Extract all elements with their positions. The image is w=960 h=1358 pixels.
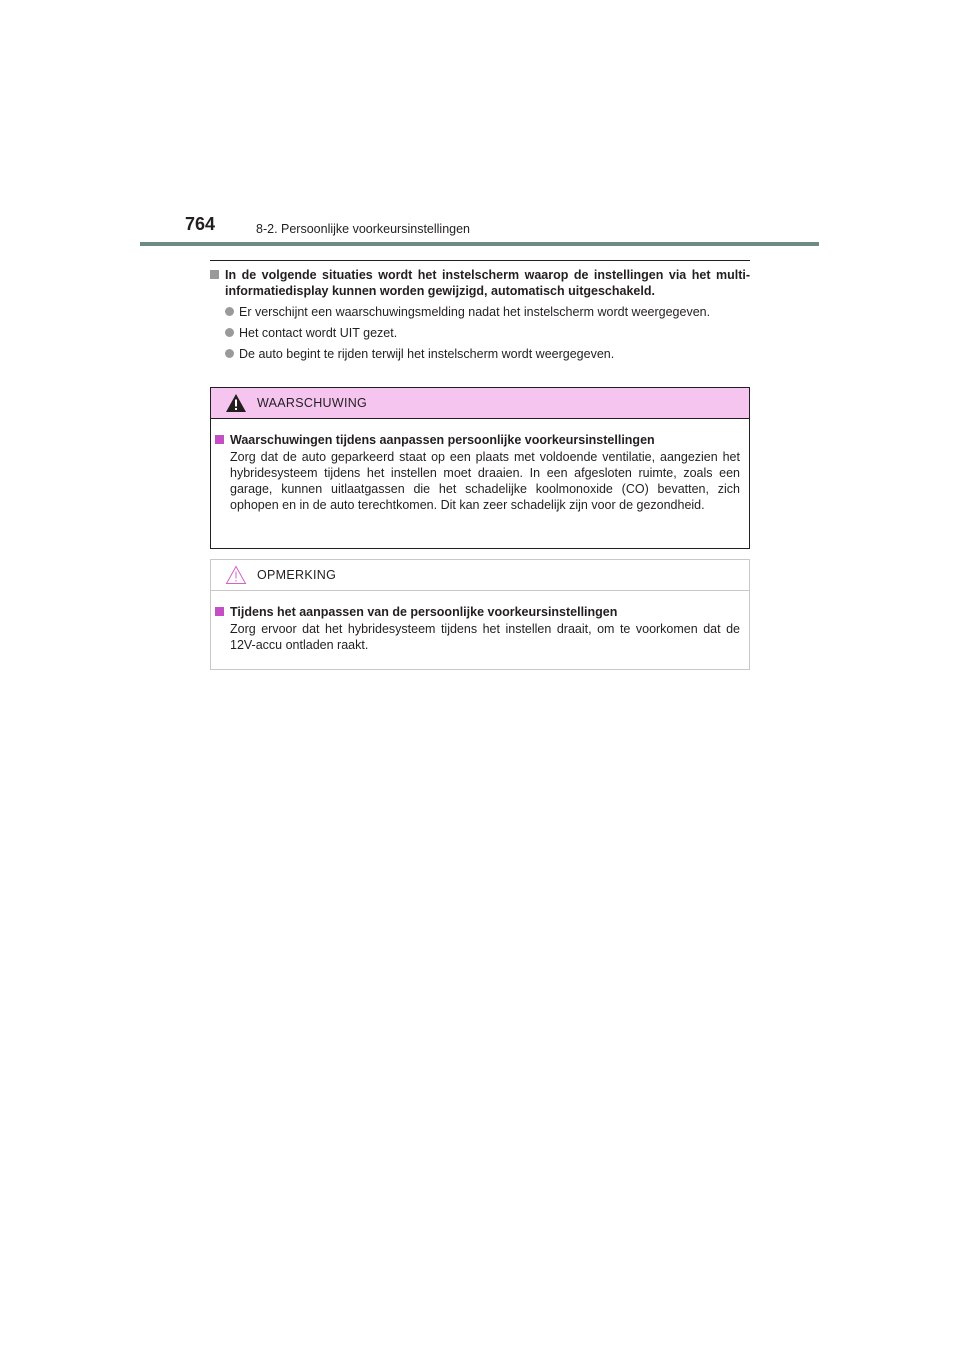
intro-bullet-list — [210, 304, 750, 362]
warning-body — [211, 419, 749, 513]
magenta-square-icon — [215, 607, 224, 616]
section-title: 8-2. Persoonlijke voorkeursinstellingen — [256, 222, 471, 236]
warning-triangle-icon — [225, 393, 247, 413]
notice-title: Tijdens het aanpassen van de persoonlijke voorkeursinstellingen — [230, 605, 618, 619]
list-item — [225, 304, 750, 320]
caution-triangle-outline-icon — [225, 565, 247, 585]
list-item — [225, 346, 750, 362]
notice-box — [210, 559, 750, 670]
bullet-text: Het contact wordt UIT gezet. — [239, 326, 398, 340]
intro-heading-row — [210, 267, 750, 299]
warning-label: WAARSCHUWING — [257, 396, 368, 410]
intro-section — [210, 267, 750, 367]
bullet-dot-icon — [225, 307, 234, 316]
section-divider — [210, 260, 750, 261]
warning-title: Waarschuwingen tijdens aanpassen persoonlijke voorkeursinstellingen — [230, 433, 655, 447]
page-number: 764 — [185, 214, 216, 234]
header-rule — [140, 242, 819, 246]
notice-label: OPMERKING — [257, 568, 337, 582]
notice-text: Zorg ervoor dat het hybridesysteem tijdens het instellen draait, om te voorkomen dat de 12V-accu ontladen raakt. — [230, 622, 740, 652]
magenta-square-icon — [215, 435, 224, 444]
warning-text: Zorg dat de auto geparkeerd staat op een plaats met voldoende ventilatie, aangezien het hybridesysteem tijdens het instellen moet draaien. In een afgesloten ruimte, zoals een garage, kunnen uitlaatgassen die het schadelijke koolmonoxide (CO) bevatten, zich ophopen en in de auto terechtkomen. Dit kan zeer schadelijk zijn voor de gezondheid. — [230, 450, 740, 512]
intro-heading: In de volgende situaties wordt het instelscherm waarop de instellingen via het multi-informatiedisplay kunnen worden gewijzigd, automatisch uitgeschakeld. — [225, 268, 750, 298]
warning-title-row — [215, 432, 740, 448]
notice-header — [211, 560, 749, 591]
notice-body — [211, 591, 749, 653]
bullet-text: De auto begint te rijden terwijl het instelscherm wordt weergegeven. — [239, 347, 615, 361]
list-item — [225, 325, 750, 341]
warning-box — [210, 387, 750, 549]
bullet-dot-icon — [225, 349, 234, 358]
bullet-dot-icon — [225, 328, 234, 337]
warning-header — [211, 388, 749, 419]
gray-square-icon — [210, 270, 219, 279]
notice-title-row — [215, 604, 740, 620]
bullet-text: Er verschijnt een waarschuwingsmelding nadat het instelscherm wordt weergegeven. — [239, 305, 711, 319]
